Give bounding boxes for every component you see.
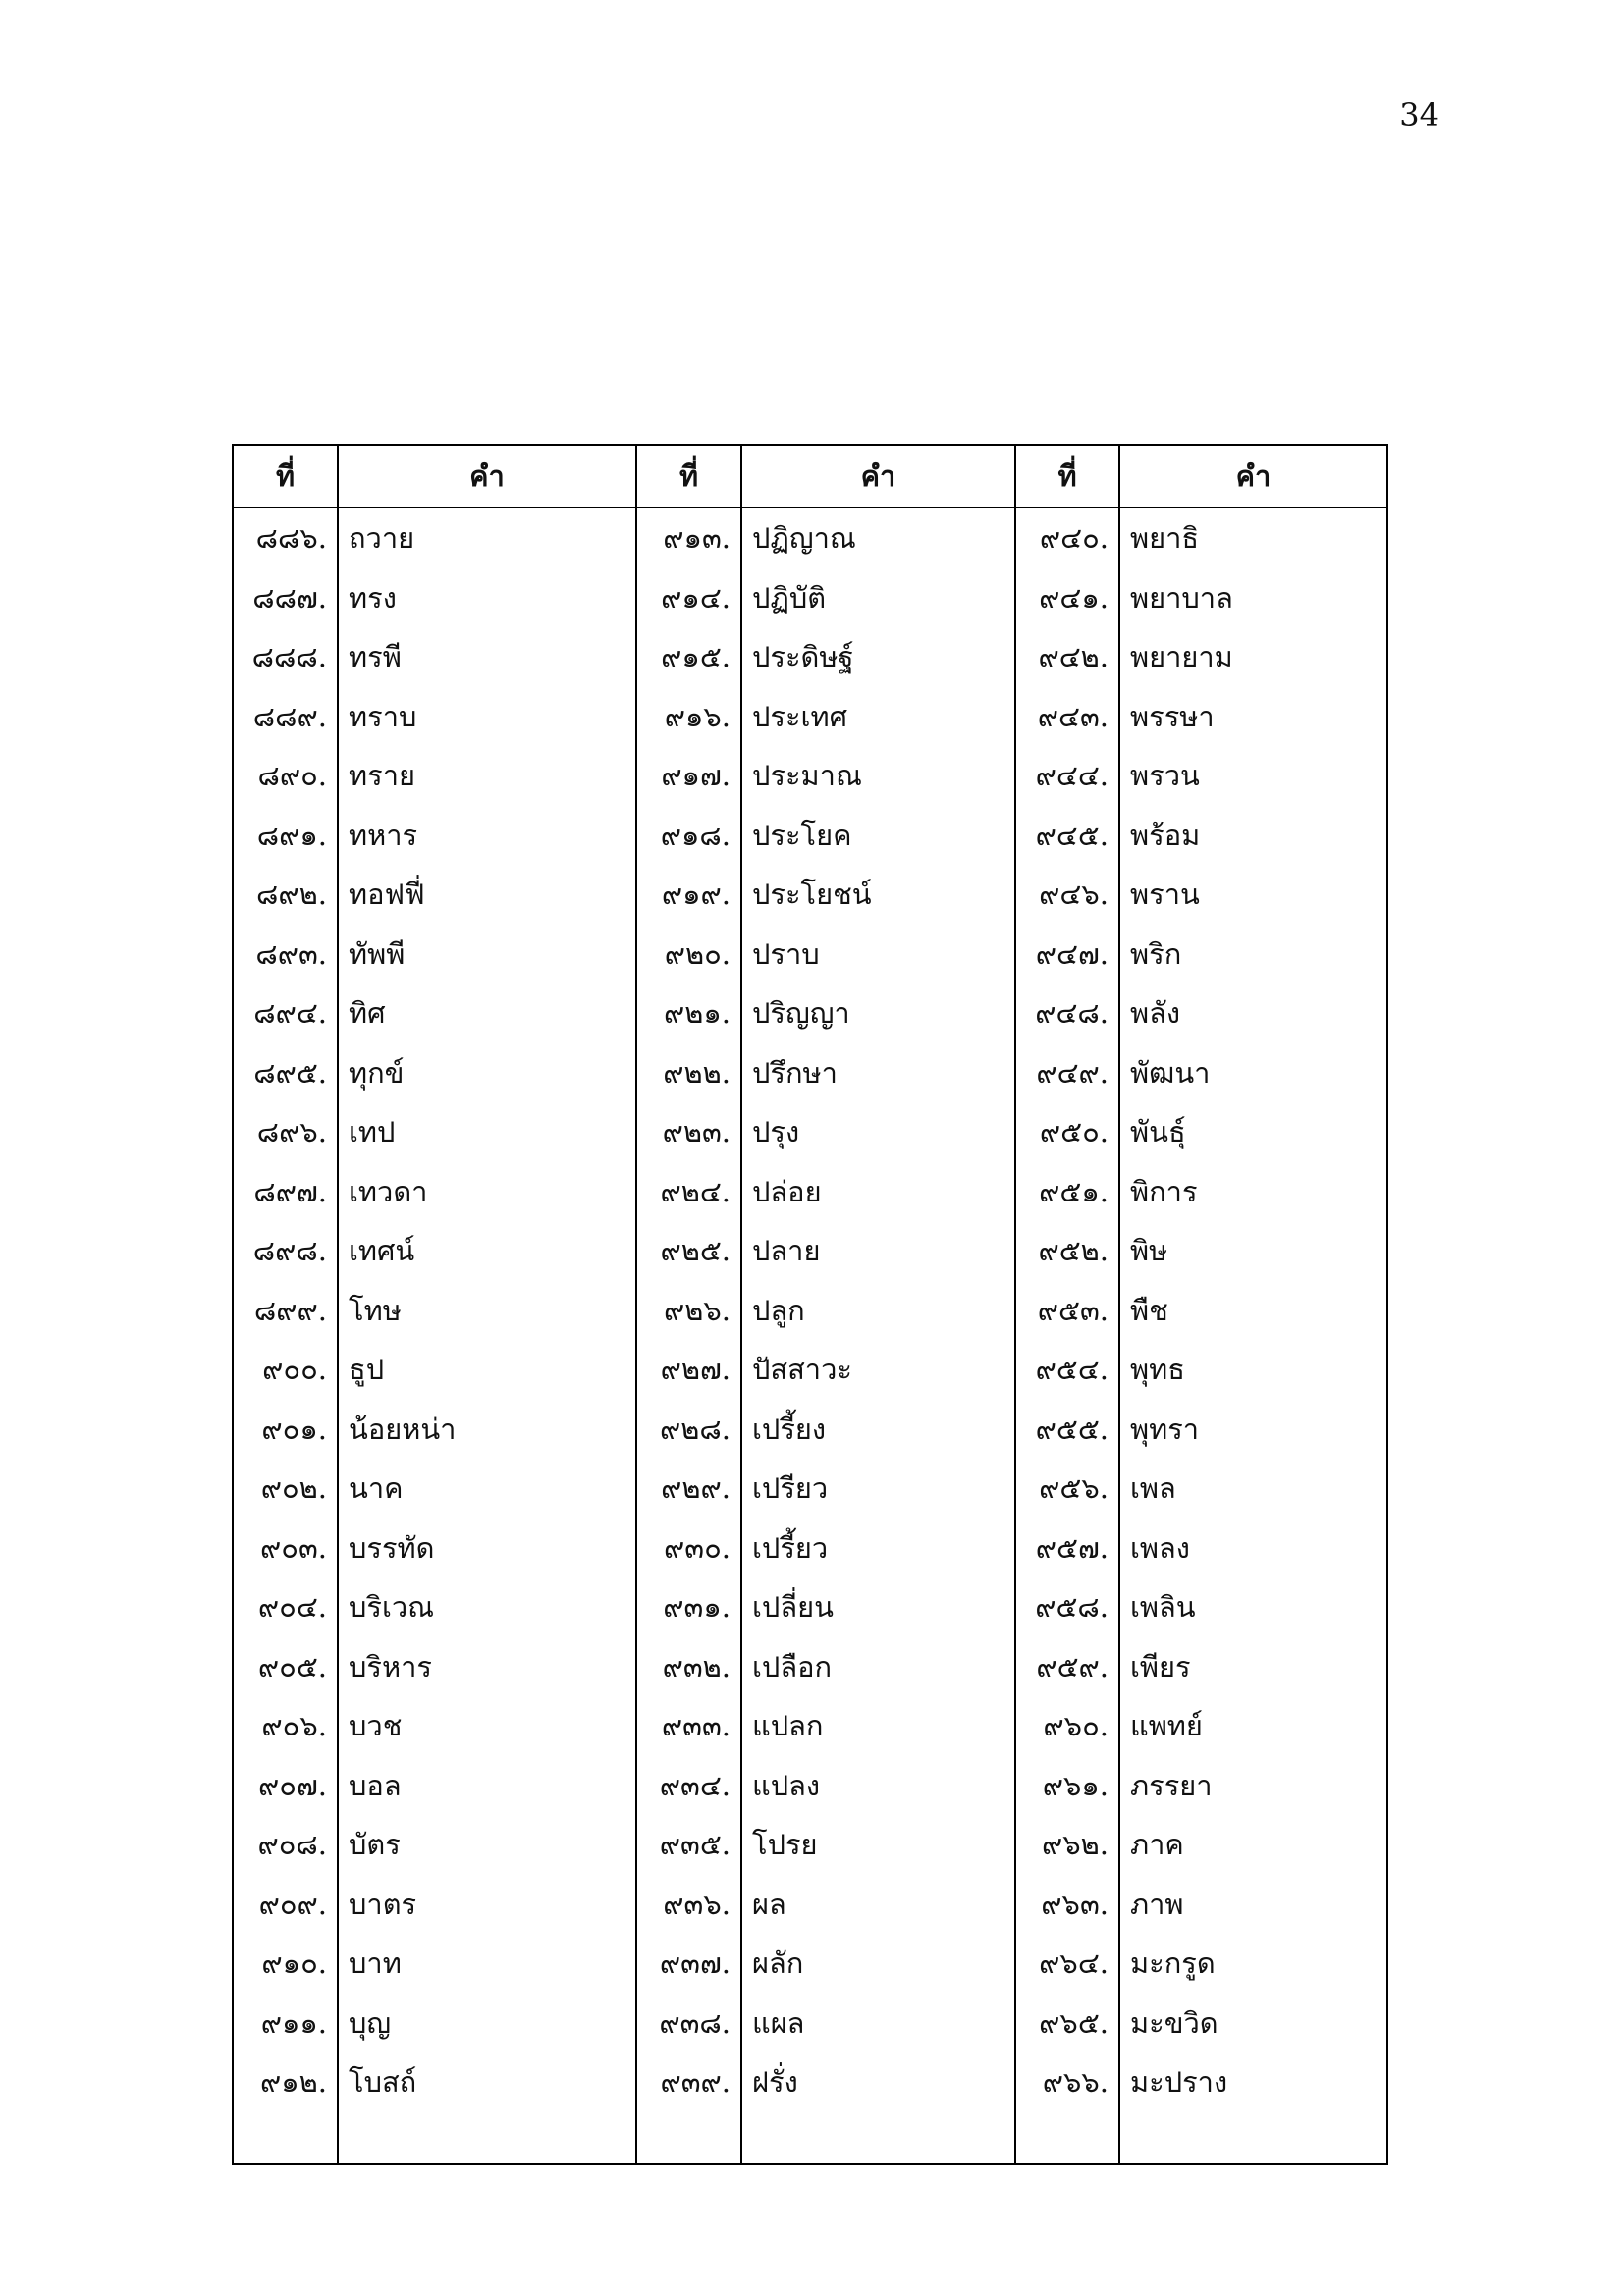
entry-word: พยายาม <box>1119 627 1387 687</box>
entry-number: ๙๐๖. <box>233 1696 338 1756</box>
entry-word: ประเทศ <box>741 687 1015 747</box>
entry-number: ๙๔๘. <box>1015 984 1119 1043</box>
entry-word: พืช <box>1119 1281 1387 1341</box>
entry-number: ๙๕๔. <box>1015 1340 1119 1400</box>
table-row <box>233 925 1387 985</box>
entry-number: ๙๕๖. <box>1015 1459 1119 1519</box>
entry-number: ๙๒๘. <box>636 1400 741 1460</box>
entry-number: ๘๙๖. <box>233 1102 338 1162</box>
table-row <box>233 1459 1387 1519</box>
entry-word: ปริญญา <box>741 984 1015 1043</box>
table-row <box>233 1696 1387 1756</box>
entry-number: ๘๙๗. <box>233 1162 338 1222</box>
entry-word: พันธุ์ <box>1119 1102 1387 1162</box>
entry-number: ๙๒๗. <box>636 1340 741 1400</box>
table-row <box>233 687 1387 747</box>
entry-number: ๙๔๒. <box>1015 627 1119 687</box>
entry-word: โบสถ์ <box>338 2053 636 2112</box>
entry-word: แปลก <box>741 1696 1015 1756</box>
entry-number: ๙๐๔. <box>233 1577 338 1637</box>
entry-word: บาท <box>338 1934 636 1994</box>
entry-word: เปรี้ยง <box>741 1400 1015 1460</box>
entry-number: ๙๐๑. <box>233 1400 338 1460</box>
entry-number: ๘๙๐. <box>233 746 338 806</box>
table-row <box>233 984 1387 1043</box>
word-table <box>232 444 1388 2165</box>
table-header-row <box>233 445 1387 507</box>
entry-number: ๙๒๒. <box>636 1043 741 1103</box>
entry-word: ทราย <box>338 746 636 806</box>
entry-word: ทราบ <box>338 687 636 747</box>
entry-number: ๙๐๓. <box>233 1519 338 1578</box>
entry-word: พรรษา <box>1119 687 1387 747</box>
entry-word: ปฏิบัติ <box>741 568 1015 628</box>
entry-number: ๘๙๙. <box>233 1281 338 1341</box>
table-row <box>233 1637 1387 1697</box>
entry-number: ๙๕๓. <box>1015 1281 1119 1341</box>
entry-number: ๙๕๐. <box>1015 1102 1119 1162</box>
entry-number: ๙๑๙. <box>636 865 741 925</box>
entry-word: แผล <box>741 1994 1015 2054</box>
entry-word: ทุกข์ <box>338 1043 636 1103</box>
entry-number: ๙๔๓. <box>1015 687 1119 747</box>
entry-number: ๙๕๘. <box>1015 1577 1119 1637</box>
entry-word: พิษ <box>1119 1221 1387 1281</box>
entry-word: มะกรูด <box>1119 1934 1387 1994</box>
table-row <box>233 568 1387 628</box>
entry-number: ๙๓๙. <box>636 2053 741 2112</box>
entry-number: ๙๖๖. <box>1015 2053 1119 2112</box>
entry-word: นาค <box>338 1459 636 1519</box>
entry-number: ๙๕๕. <box>1015 1400 1119 1460</box>
entry-word: ภรรยา <box>1119 1756 1387 1816</box>
entry-word: ปลูก <box>741 1281 1015 1341</box>
entry-word: พัฒนา <box>1119 1043 1387 1103</box>
entry-word: ทหาร <box>338 806 636 866</box>
entry-word: บุญ <box>338 1994 636 2054</box>
entry-word: พยาบาล <box>1119 568 1387 628</box>
table-row <box>233 1577 1387 1637</box>
entry-number: ๙๐๙. <box>233 1875 338 1935</box>
empty-cell <box>1015 2112 1119 2164</box>
entry-number: ๙๔๖. <box>1015 865 1119 925</box>
entry-word: เปลือก <box>741 1637 1015 1697</box>
entry-number: ๙๒๐. <box>636 925 741 985</box>
entry-number: ๙๑๖. <box>636 687 741 747</box>
table-row <box>233 1994 1387 2054</box>
entry-number: ๙๔๗. <box>1015 925 1119 985</box>
entry-number: ๙๕๗. <box>1015 1519 1119 1578</box>
entry-number: ๙๐๘. <box>233 1815 338 1875</box>
entry-word: เพียร <box>1119 1637 1387 1697</box>
entry-number: ๙๐๒. <box>233 1459 338 1519</box>
entry-word: ประมาณ <box>741 746 1015 806</box>
entry-number: ๙๑๔. <box>636 568 741 628</box>
entry-word: พราน <box>1119 865 1387 925</box>
entry-number: ๙๕๑. <box>1015 1162 1119 1222</box>
entry-number: ๙๔๐. <box>1015 507 1119 568</box>
table-row <box>233 746 1387 806</box>
entry-word: ผล <box>741 1875 1015 1935</box>
empty-cell <box>338 2112 636 2164</box>
entry-word: แพทย์ <box>1119 1696 1387 1756</box>
entry-number: ๙๖๐. <box>1015 1696 1119 1756</box>
entry-word: ทอฟฟี่ <box>338 865 636 925</box>
table-row <box>233 1934 1387 1994</box>
entry-word: บัตร <box>338 1815 636 1875</box>
table-row <box>233 627 1387 687</box>
entry-word: ปัสสาวะ <box>741 1340 1015 1400</box>
entry-word: เทศน์ <box>338 1221 636 1281</box>
entry-number: ๙๔๙. <box>1015 1043 1119 1103</box>
entry-number: ๘๘๗. <box>233 568 338 628</box>
entry-word: ปล่อย <box>741 1162 1015 1222</box>
entry-number: ๙๑๐. <box>233 1934 338 1994</box>
entry-word: เทป <box>338 1102 636 1162</box>
table-row <box>233 1162 1387 1222</box>
page-number: 34 <box>1399 96 1439 133</box>
header-word-2: คำ <box>741 445 1015 507</box>
entry-word: ปลาย <box>741 1221 1015 1281</box>
entry-word: ปราบ <box>741 925 1015 985</box>
entry-number: ๙๑๑. <box>233 1994 338 2054</box>
entry-word: ปรึกษา <box>741 1043 1015 1103</box>
header-number-3: ที่ <box>1015 445 1119 507</box>
table-row <box>233 1815 1387 1875</box>
entry-word: บริหาร <box>338 1637 636 1697</box>
entry-number: ๙๓๘. <box>636 1994 741 2054</box>
table-row <box>233 1221 1387 1281</box>
entry-word: พิการ <box>1119 1162 1387 1222</box>
entry-word: ภาค <box>1119 1815 1387 1875</box>
entry-number: ๘๘๘. <box>233 627 338 687</box>
entry-number: ๙๓๕. <box>636 1815 741 1875</box>
entry-word: มะขวิด <box>1119 1994 1387 2054</box>
header-word-3: คำ <box>1119 445 1387 507</box>
entry-number: ๙๓๓. <box>636 1696 741 1756</box>
entry-word: ทิศ <box>338 984 636 1043</box>
entry-number: ๙๒๖. <box>636 1281 741 1341</box>
entry-number: ๘๙๕. <box>233 1043 338 1103</box>
empty-cell <box>741 2112 1015 2164</box>
entry-word: เพลง <box>1119 1519 1387 1578</box>
entry-number: ๙๔๕. <box>1015 806 1119 866</box>
entry-word: ทัพพี <box>338 925 636 985</box>
empty-cell <box>1119 2112 1387 2164</box>
entry-word: โปรย <box>741 1815 1015 1875</box>
entry-word: พุทรา <box>1119 1400 1387 1460</box>
entry-number: ๘๘๙. <box>233 687 338 747</box>
entry-number: ๙๖๕. <box>1015 1994 1119 2054</box>
entry-number: ๙๑๓. <box>636 507 741 568</box>
entry-number: ๙๑๒. <box>233 2053 338 2112</box>
table-row <box>233 1875 1387 1935</box>
entry-number: ๙๐๐. <box>233 1340 338 1400</box>
table-row <box>233 1102 1387 1162</box>
entry-number: ๙๓๐. <box>636 1519 741 1578</box>
entry-word: บริเวณ <box>338 1577 636 1637</box>
entry-number: ๘๙๓. <box>233 925 338 985</box>
table-row <box>233 1043 1387 1103</box>
entry-word: บอล <box>338 1756 636 1816</box>
table-row <box>233 2053 1387 2112</box>
entry-number: ๘๙๑. <box>233 806 338 866</box>
entry-word: ประโยค <box>741 806 1015 866</box>
entry-number: ๘๙๘. <box>233 1221 338 1281</box>
entry-word: บาตร <box>338 1875 636 1935</box>
entry-number: ๙๖๔. <box>1015 1934 1119 1994</box>
table-row <box>233 1281 1387 1341</box>
entry-number: ๙๒๕. <box>636 1221 741 1281</box>
entry-word: ปฏิญาณ <box>741 507 1015 568</box>
entry-word: ผลัก <box>741 1934 1015 1994</box>
entry-word: บวช <box>338 1696 636 1756</box>
entry-number: ๙๔๔. <box>1015 746 1119 806</box>
entry-word: เพลิน <box>1119 1577 1387 1637</box>
table-row <box>233 1756 1387 1816</box>
entry-word: ประโยชน์ <box>741 865 1015 925</box>
table-row <box>233 1519 1387 1578</box>
entry-number: ๙๖๒. <box>1015 1815 1119 1875</box>
entry-number: ๙๖๓. <box>1015 1875 1119 1935</box>
table-row <box>233 507 1387 568</box>
entry-word: พลัง <box>1119 984 1387 1043</box>
entry-word: เปรี้ยว <box>741 1519 1015 1578</box>
entry-number: ๙๕๒. <box>1015 1221 1119 1281</box>
entry-word: พร้อม <box>1119 806 1387 866</box>
entry-number: ๘๘๖. <box>233 507 338 568</box>
entry-word: น้อยหน่า <box>338 1400 636 1460</box>
header-word-1: คำ <box>338 445 636 507</box>
entry-word: แปลง <box>741 1756 1015 1816</box>
entry-word: ปรุง <box>741 1102 1015 1162</box>
entry-number: ๘๙๔. <box>233 984 338 1043</box>
entry-number: ๙๓๖. <box>636 1875 741 1935</box>
entry-number: ๙๒๔. <box>636 1162 741 1222</box>
entry-word: พยาธิ <box>1119 507 1387 568</box>
table-row <box>233 806 1387 866</box>
entry-number: ๙๓๑. <box>636 1577 741 1637</box>
entry-word: โทษ <box>338 1281 636 1341</box>
entry-word: พริก <box>1119 925 1387 985</box>
entry-number: ๙๖๑. <box>1015 1756 1119 1816</box>
empty-cell <box>233 2112 338 2164</box>
entry-number: ๙๑๗. <box>636 746 741 806</box>
entry-number: ๙๑๕. <box>636 627 741 687</box>
entry-word: พุทธ <box>1119 1340 1387 1400</box>
table-row <box>233 865 1387 925</box>
entry-number: ๙๓๒. <box>636 1637 741 1697</box>
entry-word: ภาพ <box>1119 1875 1387 1935</box>
table-bottom-spacer <box>233 2112 1387 2164</box>
entry-number: ๘๙๒. <box>233 865 338 925</box>
empty-cell <box>636 2112 741 2164</box>
table-row <box>233 1340 1387 1400</box>
entry-word: เพล <box>1119 1459 1387 1519</box>
entry-word: ทรพี <box>338 627 636 687</box>
entry-number: ๙๔๑. <box>1015 568 1119 628</box>
entry-number: ๙๑๘. <box>636 806 741 866</box>
header-number-2: ที่ <box>636 445 741 507</box>
entry-number: ๙๕๙. <box>1015 1637 1119 1697</box>
entry-word: ประดิษฐ์ <box>741 627 1015 687</box>
entry-word: ทรง <box>338 568 636 628</box>
entry-number: ๙๐๗. <box>233 1756 338 1816</box>
entry-word: ถวาย <box>338 507 636 568</box>
entry-number: ๙๐๕. <box>233 1637 338 1697</box>
entry-number: ๙๓๔. <box>636 1756 741 1816</box>
entry-number: ๙๒๓. <box>636 1102 741 1162</box>
header-number-1: ที่ <box>233 445 338 507</box>
entry-word: เทวดา <box>338 1162 636 1222</box>
entry-number: ๙๒๙. <box>636 1459 741 1519</box>
table-row <box>233 1400 1387 1460</box>
entry-word: เปรียว <box>741 1459 1015 1519</box>
entry-word: มะปราง <box>1119 2053 1387 2112</box>
entry-word: เปลี่ยน <box>741 1577 1015 1637</box>
entry-word: พรวน <box>1119 746 1387 806</box>
entry-word: บรรทัด <box>338 1519 636 1578</box>
entry-number: ๙๓๗. <box>636 1934 741 1994</box>
entry-word: ฝรั่ง <box>741 2053 1015 2112</box>
entry-number: ๙๒๑. <box>636 984 741 1043</box>
entry-word: ธูป <box>338 1340 636 1400</box>
